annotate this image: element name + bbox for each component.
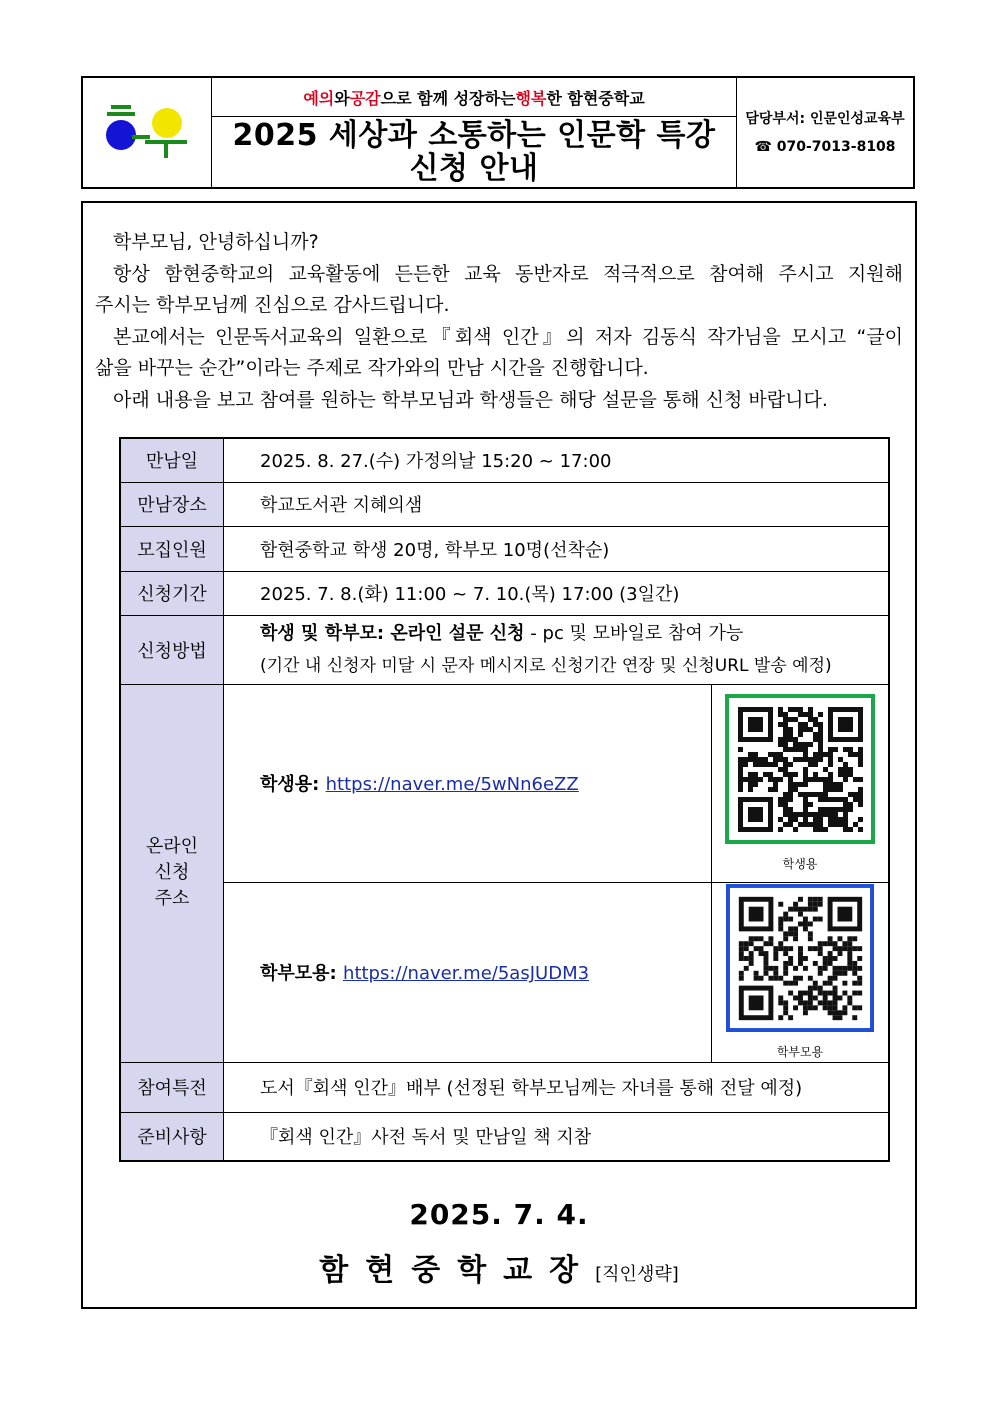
intro-paragraph-3: 아래 내용을 보고 참여를 원하는 학부모님과 학생들은 해당 설문을 통해 신청 바랍니다.: [113, 388, 828, 411]
intro-paragraph-2-line-2: 삶을 바꾸는 순간”이라는 주제로 작가와의 만남 시간을 진행합니다.: [95, 357, 649, 379]
slogan-part: 한 함현중학교: [546, 88, 645, 108]
row-label: 신청기간: [120, 571, 224, 615]
signer-name: 함현중학교장: [319, 1253, 596, 1288]
signature-line: [83, 1245, 915, 1289]
contact-cell: [737, 78, 913, 187]
table-row: [120, 1112, 889, 1161]
row-label: 모집인원: [120, 526, 224, 571]
info-table: [119, 437, 890, 1162]
school-logo: [83, 78, 211, 189]
row-label: 신청방법: [120, 615, 224, 684]
seal-note: [직인생략]: [595, 1264, 679, 1285]
online-label-line: 신청: [154, 862, 190, 883]
table-row: [120, 1062, 889, 1112]
document-title: [212, 117, 736, 187]
school-slogan: [212, 78, 736, 117]
online-label-line: 온라인: [145, 836, 199, 857]
parent-qr-caption: 학부모용: [776, 1045, 824, 1059]
student-qr-cell: [712, 684, 890, 882]
student-qr-code[interactable]: [725, 694, 875, 844]
row-value: 학교도서관 지혜의샘: [224, 482, 890, 526]
row-value: 도서『회색 인간』배부 (선정된 학부모님께는 자녀를 통해 전달 예정): [224, 1062, 890, 1112]
slogan-part: 와: [334, 88, 350, 108]
student-url-label: 학생용:: [260, 774, 326, 795]
greeting: 학부모님, 안녕하십니까?: [113, 231, 319, 253]
title-line-1: 2025 세상과 소통하는 인문학 특강: [232, 118, 716, 153]
phone-number: 070-7013-8108: [776, 138, 896, 155]
method-line: [260, 618, 888, 650]
row-label: 참여특전: [120, 1062, 224, 1112]
row-label: 준비사항: [120, 1112, 224, 1161]
method-bold: 학생 및 학부모: 온라인 설문 신청: [260, 622, 525, 644]
intro-text: [95, 227, 903, 416]
title-line-2: 신청 안내: [409, 151, 539, 186]
department-label: 담당부서: 인문인성교육부: [745, 110, 905, 127]
parent-url-cell: [224, 882, 712, 1062]
slogan-part: 예의: [303, 88, 335, 108]
student-url-link[interactable]: https://naver.me/5wNn6eZZ: [325, 774, 579, 795]
row-value: 『회색 인간』사전 독서 및 만남일 책 지참: [224, 1112, 890, 1161]
intro-paragraph-1-line-2: 주시는 학부모님께 진심으로 감사드립니다.: [95, 294, 450, 316]
row-value: 2025. 7. 8.(화) 11:00 ~ 7. 10.(목) 17:00 (3일간): [224, 571, 890, 615]
student-url-cell: [224, 684, 712, 882]
table-row: [120, 615, 889, 684]
phone-icon: ☎: [754, 138, 772, 155]
issue-date: 2025. 7. 4.: [409, 1198, 589, 1231]
table-row: [120, 571, 889, 615]
row-label: 만남장소: [120, 482, 224, 526]
logo-cell: [83, 78, 212, 187]
parent-qr-cell: [712, 882, 890, 1062]
table-row: [120, 526, 889, 571]
title-cell: [212, 78, 737, 187]
slogan-part: 행복: [515, 88, 547, 108]
parent-url-label: 학부모용:: [260, 963, 344, 984]
row-label: 만남일: [120, 438, 224, 482]
table-row: [120, 882, 889, 1062]
intro-paragraph-1-line-1: 항상 함현중학교의 교육활동에 든든한 교육 동반자로 적극적으로 참여해 주시고 지원해: [113, 262, 903, 285]
phone-line: [754, 133, 895, 161]
table-row: [120, 684, 889, 882]
document-body: [81, 201, 917, 1309]
parent-url-link[interactable]: https://naver.me/5asJUDM3: [343, 963, 590, 984]
online-label-line: 주소: [154, 888, 190, 909]
table-row: [120, 482, 889, 526]
intro-paragraph-2-line-1: 본교에서는 인문독서교육의 일환으로『회색 인간』의 저자 김동식 작가님을 모시고 “글이: [113, 325, 903, 348]
table-row: [120, 438, 889, 482]
parent-qr-code[interactable]: [726, 884, 874, 1032]
row-value: 2025. 8. 27.(수) 가정의날 15:20 ~ 17:00: [224, 438, 890, 482]
row-value: 함현중학교 학생 20명, 학부모 10명(선착순): [224, 526, 890, 571]
method-note: (기간 내 신청자 미달 시 문자 메시지로 신청기간 연장 및 신청URL 발송 예정): [260, 655, 832, 676]
row-value: [224, 615, 890, 684]
slogan-part: 으로 함께 성장하는: [380, 88, 516, 108]
row-label: [120, 684, 224, 1062]
student-qr-caption: 학생용: [782, 857, 818, 871]
slogan-part: 공감: [349, 88, 381, 108]
document-header: [81, 76, 915, 189]
method-rest: - pc 및 모바일로 참여 가능: [524, 622, 744, 644]
